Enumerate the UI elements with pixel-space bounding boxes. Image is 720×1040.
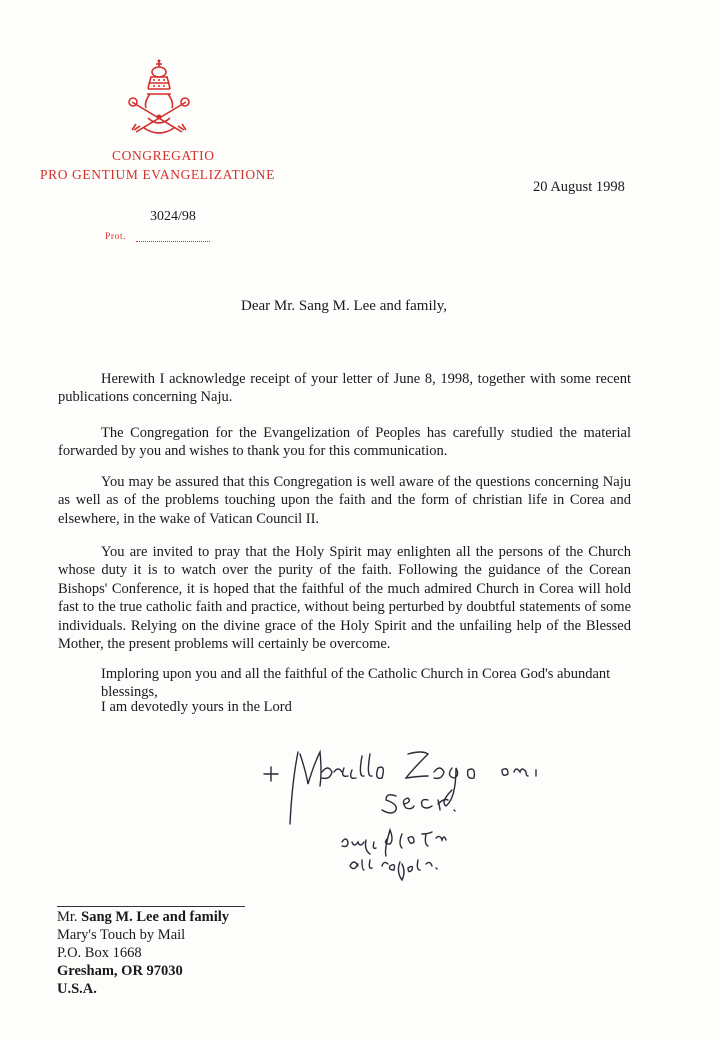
closing-valediction: I am devotedly yours in the Lord (101, 699, 292, 715)
letterhead-line-1: CONGREGATIO (112, 148, 215, 163)
address-divider (57, 906, 245, 907)
address-line-5: U.S.A. (57, 981, 97, 997)
address-line-4: Gresham, OR 97030 (57, 963, 183, 979)
body-paragraph-4: You are invited to pray that the Holy Spirit may enlighten all the persons of the Church whose duty it is to watch over the purity of the faith. Following the guidance of the Corean Bishops' Conference, it is hoped that the faithful of the much admired Church in Corea will hold fast to the true catholic faith and practice, without being perturbed by doubtful statements of some individuals. Relying on the divine grace of the Holy Spirit and the unfailing help of the Blessed Mother, the present problems will certainly be overcome. (58, 544, 631, 653)
body-paragraph-3: You may be assured that this Congregation is well aware of the questions concerning Naju as well as of the problems touching upon the faith and the form of christian life in Corea and elsewhere, in the wake of Vatican Council II. (58, 474, 631, 527)
protocol-number: 3024/98 (150, 209, 196, 224)
salutation: Dear Mr. Sang M. Lee and family, (241, 298, 448, 314)
recipient-prefix: Mr. (57, 909, 78, 925)
address-line-2: Mary's Touch by Mail (57, 927, 186, 943)
recipient-name-line (57, 908, 229, 926)
protocol-dotted-line (136, 241, 210, 242)
protocol-label: Prot. (105, 232, 127, 242)
body-paragraph-1: Herewith I acknowledge receipt of your letter of June 8, 1998, together with some recent publications concerning Naju. (58, 371, 631, 406)
letter-date: 20 August 1998 (533, 179, 625, 195)
address-line-3: P.O. Box 1668 (57, 945, 142, 961)
body-paragraph-2: The Congregation for the Evangelization of Peoples has carefully studied the material forwarded by you and wishes to thank you for this communication. (58, 425, 631, 460)
recipient-name: Sang M. Lee and family (81, 909, 229, 925)
letterhead-line-2: PRO GENTIUM EVANGELIZATIONE (40, 167, 275, 182)
closing-blessing: Imploring upon you and all the faithful of the Catholic Church in Corea God's abundant blessings, (101, 666, 611, 701)
handwritten-signature (258, 742, 578, 892)
papal-crest-icon (120, 58, 198, 138)
